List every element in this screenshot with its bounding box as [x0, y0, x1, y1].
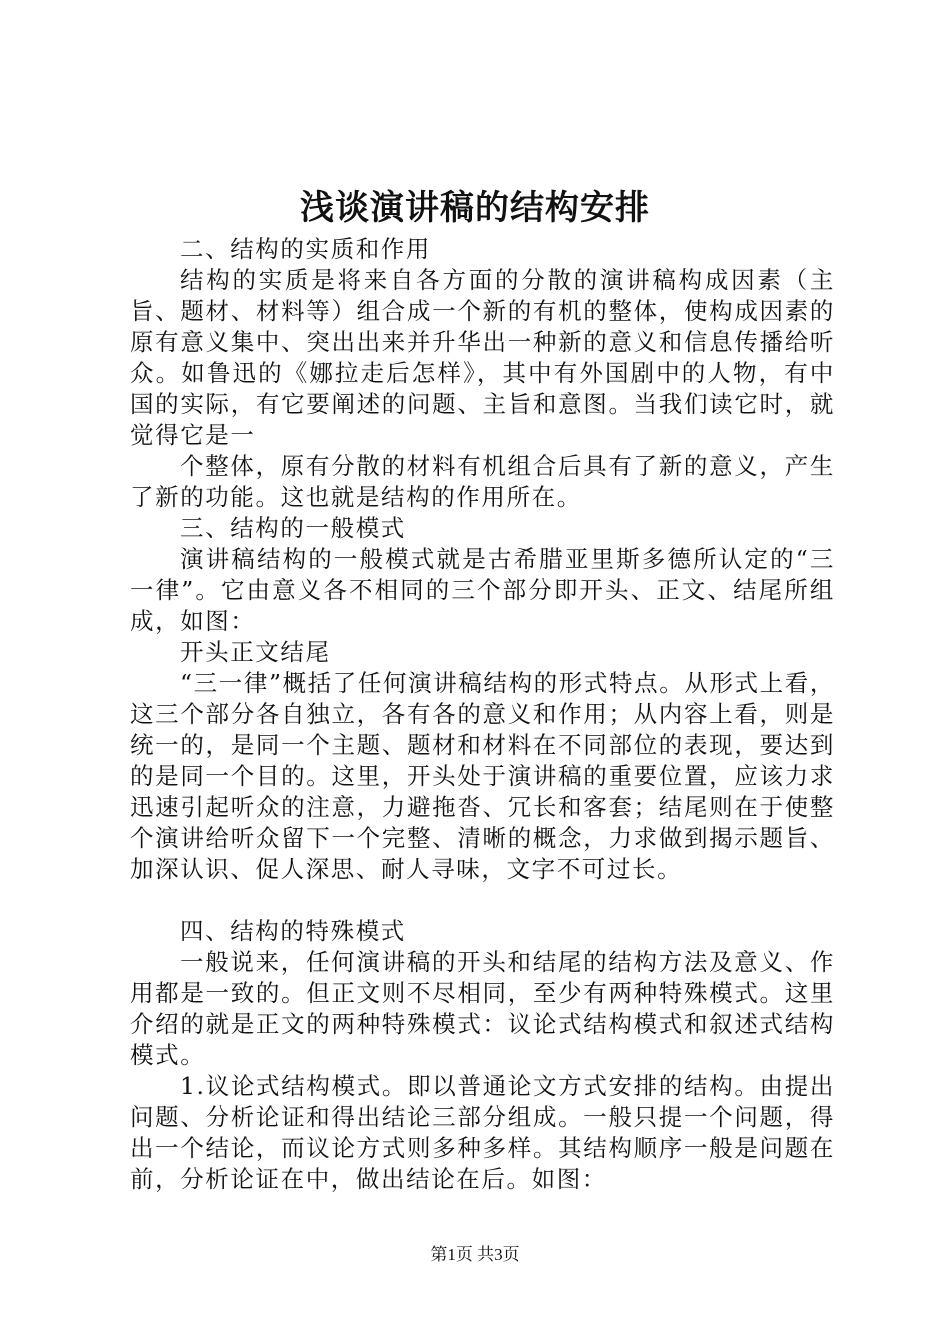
paragraph: 一般说来，任何演讲稿的开头和结尾的结构方法及意义、作用都是一致的。但正文则不尽相同，至少有两种特殊模式。这里介绍的就是正文的两种特殊模式：议论式结构模式和叙述式结构模式。: [130, 948, 835, 1069]
document-title: 浅谈演讲稿的结构安排: [300, 188, 650, 228]
section-heading-2: 二、结构的实质和作用: [180, 235, 431, 263]
section-heading-3: 三、结构的一般模式: [180, 514, 406, 542]
paragraph: 结构的实质是将来自各方面的分散的演讲稿构成因素（主旨、题材、材料等）组合成一个新的有机的整体，使构成因素的原有意义集中、突出出来并升华出一种新的意义和信息传播给听众。如鲁迅的《娜拉走后怎样》，其中有外国剧中的人物，有中国的实际，有它要阐述的问题、主旨和意图。当我们读它时，就觉得它是一: [130, 266, 835, 449]
figure-caption: 开头正文结尾: [180, 638, 331, 666]
paragraph: 1.议论式结构模式。即以普通论文方式安排的结构。由提出问题、分析论证和得出结论三部分组成。一般只提一个问题，得出一个结论，而议论方式则多种多样。其结构顺序一般是问题在前，分析论证在中，做出结论在后。如图：: [130, 1072, 835, 1193]
page-footer: 第1页 共3页: [430, 1245, 520, 1264]
section-heading-4: 四、结构的特殊模式: [180, 917, 406, 945]
paragraph: 个整体，原有分散的材料有机组合后具有了新的意义，产生了新的功能。这也就是结构的作用所在。: [130, 452, 835, 511]
document-body: [130, 234, 835, 1195]
paragraph: 演讲稿结构的一般模式就是古希腊亚里斯多德所认定的“三一律”。它由意义各不相同的三个部分即开头、正文、结尾所组成，如图：: [130, 545, 835, 635]
paragraph-gap: [130, 885, 835, 916]
paragraph: “三一律”概括了任何演讲稿结构的形式特点。从形式上看，这三个部分各自独立，各有各的意义和作用；从内容上看，则是统一的，是同一个主题、题材和材料在不同部位的表现，要达到的是同一个目的。这里，开头处于演讲稿的重要位置，应该力求迅速引起听众的注意，力避拖沓、冗长和客套；结尾则在于使整个演讲给听众留下一个完整、清晰的概念，力求做到揭示题旨、加深认识、促人深思、耐人寻味，文字不可过长。: [130, 669, 835, 883]
